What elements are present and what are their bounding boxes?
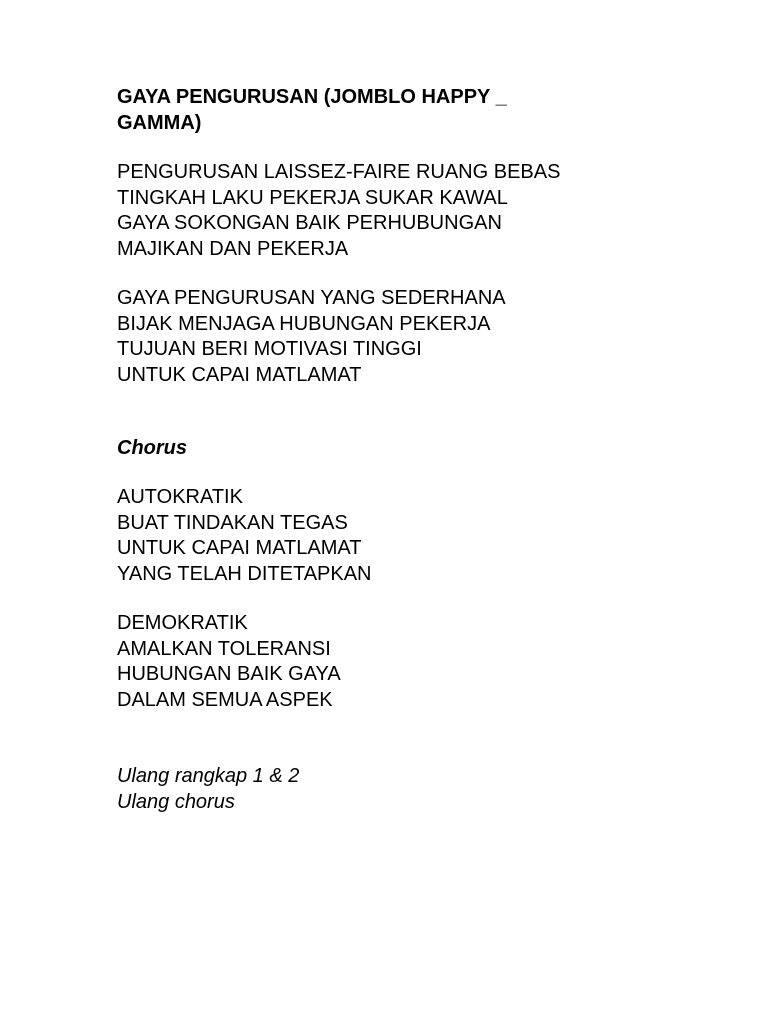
chorus-line: YANG TELAH DITETAPKAN bbox=[117, 562, 372, 585]
chorus-stanza-1 bbox=[117, 485, 737, 587]
chorus-line: DALAM SEMUA ASPEK bbox=[117, 688, 333, 711]
chorus-line: HUBUNGAN BAIK GAYA bbox=[117, 663, 341, 685]
chorus-line: AMALKAN TOLERANSI bbox=[117, 637, 331, 660]
verse-line: PENGURUSAN LAISSEZ-FAIRE RUANG BEBAS bbox=[117, 161, 561, 183]
verse-line: TUJUAN BERI MOTIVASI TINGGI bbox=[117, 338, 422, 360]
chorus-line: DEMOKRATIK bbox=[117, 612, 248, 634]
repeat-note: Ulang rangkap 1 & 2 bbox=[117, 765, 300, 787]
chorus-line: BUAT TINDAKAN TEGAS bbox=[117, 511, 348, 534]
chorus-stanza-2 bbox=[117, 611, 737, 713]
repeat-instructions bbox=[117, 763, 737, 815]
verse-2 bbox=[117, 286, 737, 388]
verse-line: UNTUK CAPAI MATLAMAT bbox=[117, 363, 362, 386]
repeat-note: Ulang chorus bbox=[117, 791, 235, 813]
verse-line: BIJAK MENJAGA HUBUNGAN PEKERJA bbox=[117, 312, 491, 335]
verse-line: GAYA SOKONGAN BAIK PERHUBUNGAN bbox=[117, 212, 502, 234]
verse-1 bbox=[117, 160, 737, 262]
song-title: GAYA PENGURUSAN (JOMBLO HAPPY _ GAMMA) bbox=[117, 86, 507, 134]
chorus-line: AUTOKRATIK bbox=[117, 486, 243, 508]
chorus-heading: Chorus bbox=[117, 437, 187, 459]
verse-line: TINGKAH LAKU PEKERJA SUKAR KAWAL bbox=[117, 186, 508, 209]
verse-line: GAYA PENGURUSAN YANG SEDERHANA bbox=[117, 287, 506, 309]
verse-line: MAJIKAN DAN PEKERJA bbox=[117, 237, 349, 260]
chorus-line: UNTUK CAPAI MATLAMAT bbox=[117, 537, 362, 559]
document-page bbox=[117, 84, 737, 815]
